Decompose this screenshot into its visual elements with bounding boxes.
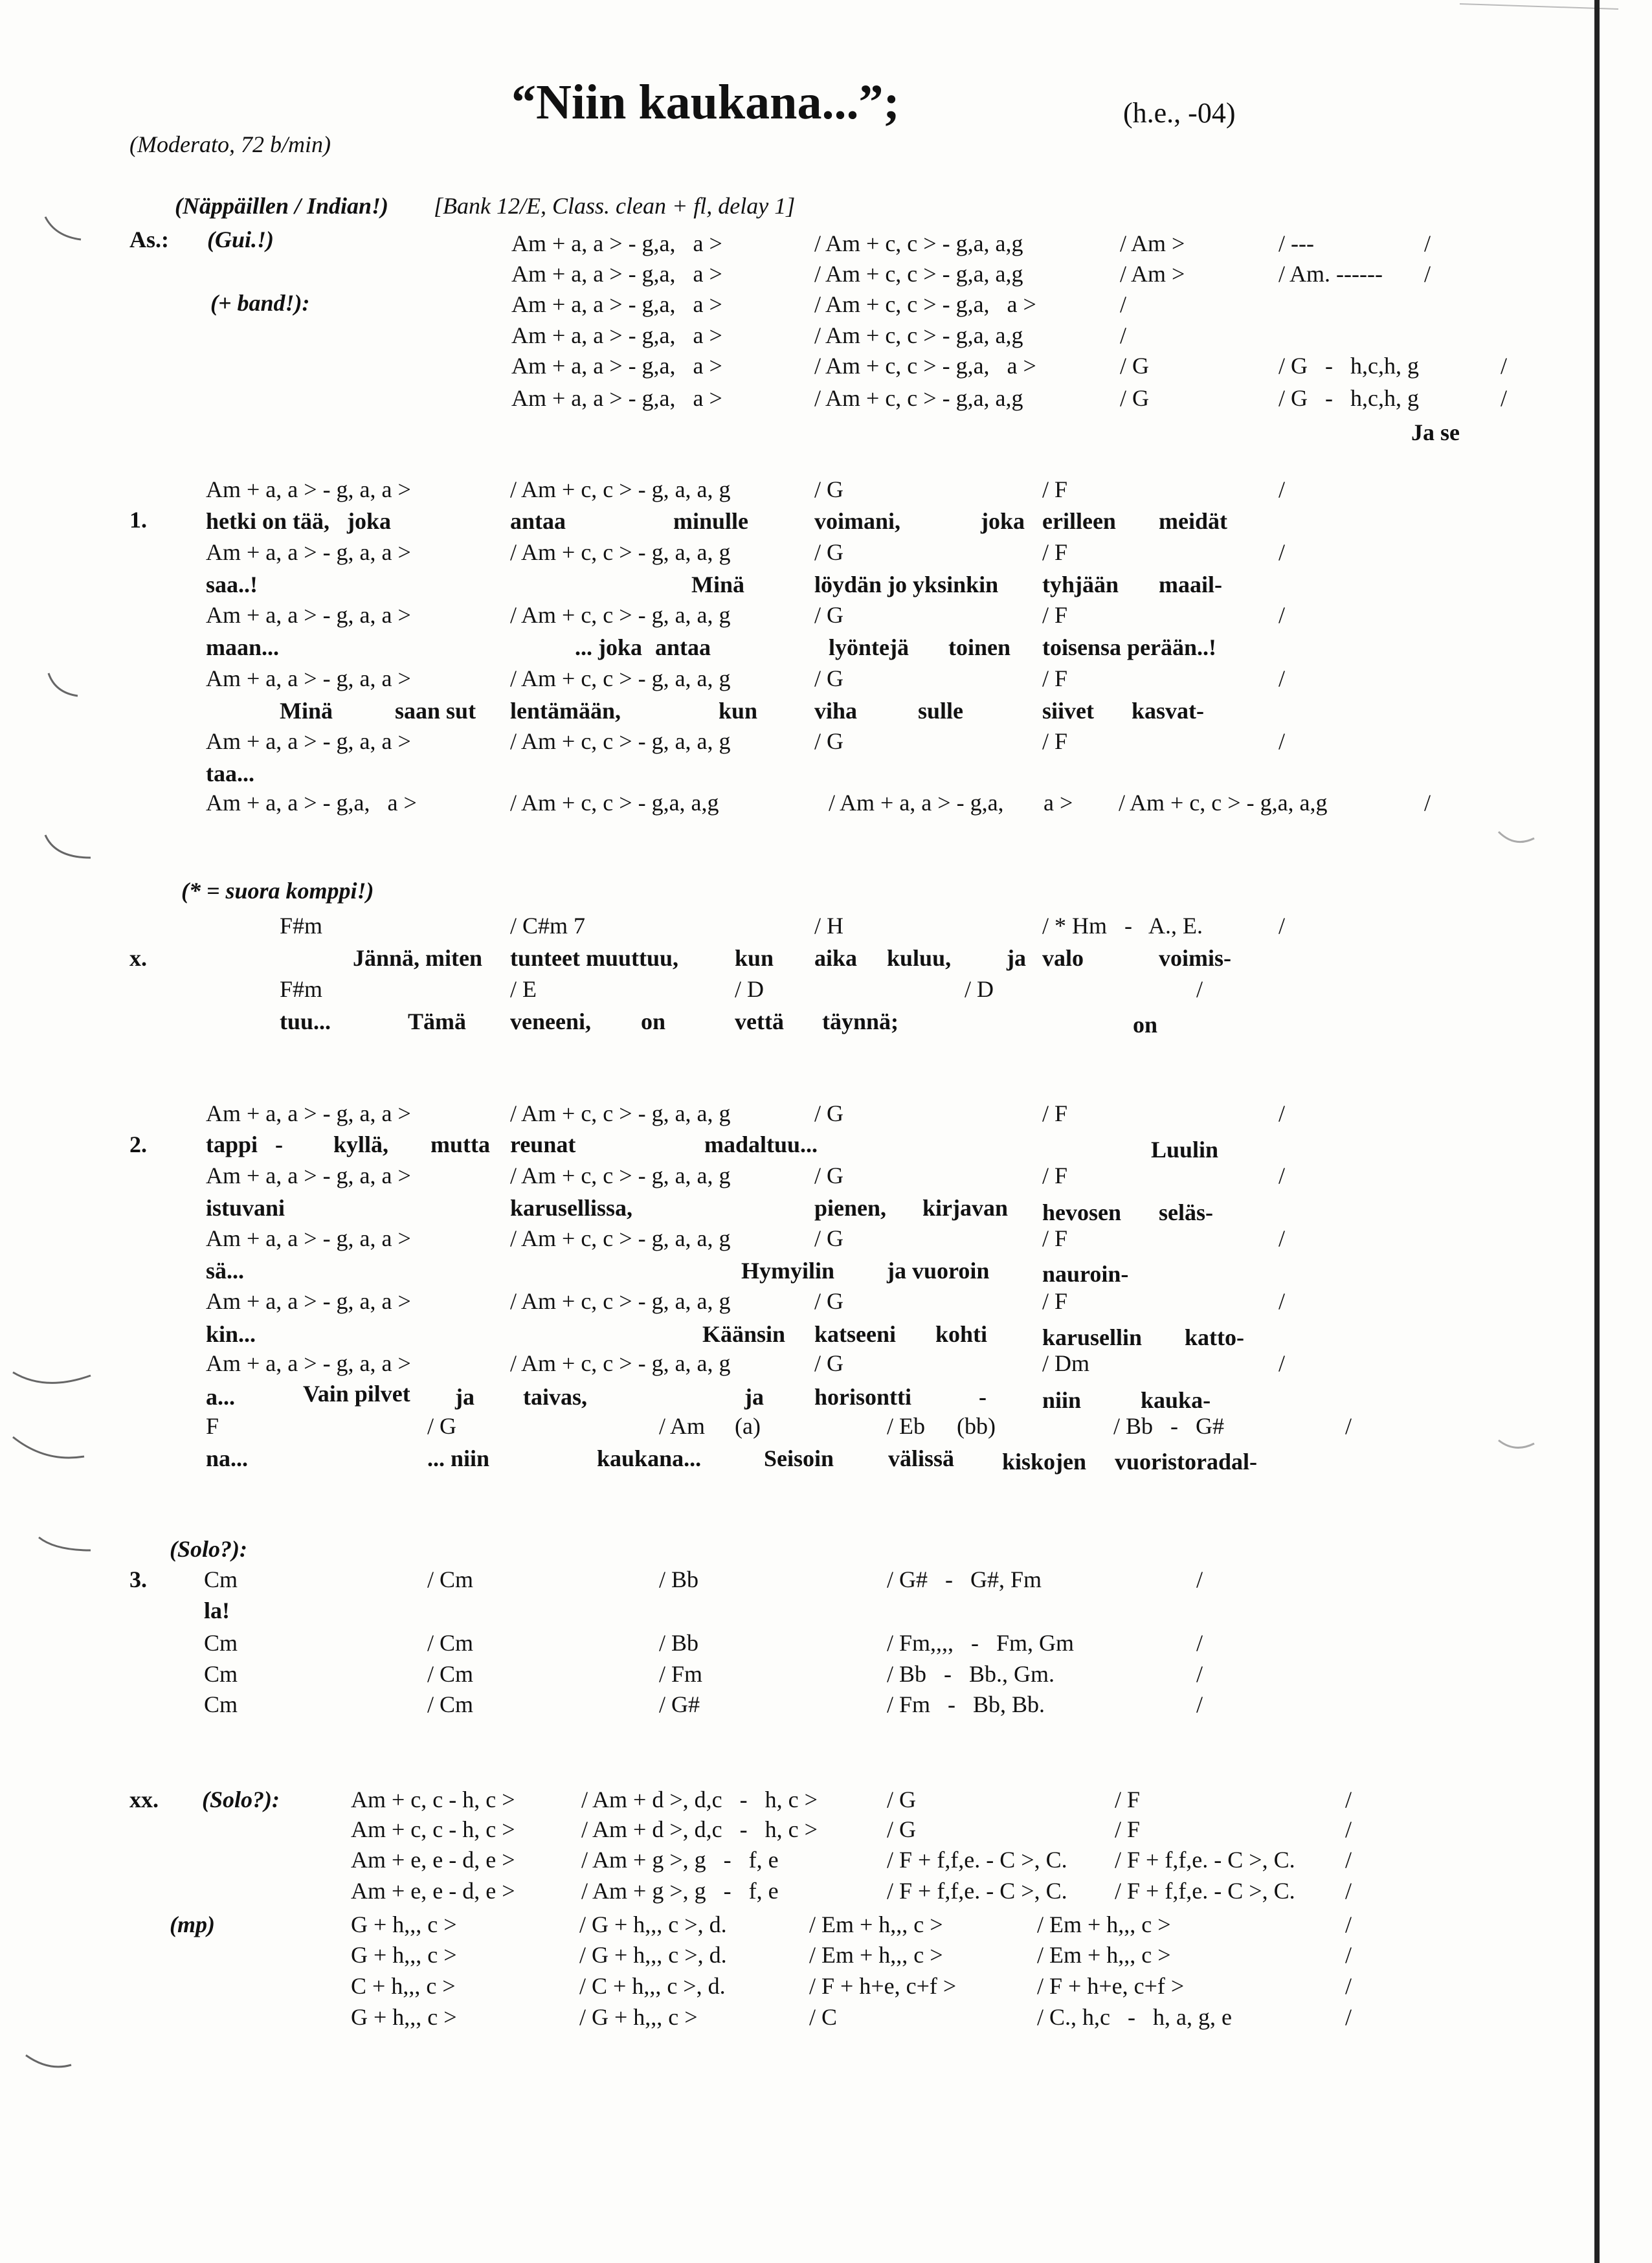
chord: / F + f,f,e. - C >, C. bbox=[887, 1878, 1067, 1904]
lyric: kauka- bbox=[1141, 1387, 1211, 1413]
chord: / Am + c, c > - g, a, a, g bbox=[510, 665, 731, 691]
chord: Am + a, a > - g, a, a > bbox=[206, 728, 411, 754]
lyric: vuoristoradal- bbox=[1115, 1449, 1257, 1475]
lyric: Minä bbox=[691, 572, 745, 597]
bar-line: / bbox=[1196, 1566, 1203, 1592]
chord: / D bbox=[735, 976, 764, 1002]
lyric: ja bbox=[1007, 945, 1026, 971]
chord: / E bbox=[510, 976, 537, 1002]
chord: G + h,,, c > bbox=[351, 2004, 457, 2030]
lyric: - bbox=[979, 1384, 987, 1410]
lyric: kyllä, bbox=[333, 1132, 389, 1157]
hole-shadow bbox=[45, 835, 91, 858]
chord: / Am + d >, d,c - h, c > bbox=[581, 1816, 818, 1842]
lyric: ... niin bbox=[427, 1445, 490, 1471]
hole-shadow bbox=[49, 673, 78, 696]
lyric: sä... bbox=[206, 1258, 245, 1284]
chord: / F bbox=[1042, 476, 1068, 502]
chord: / Dm bbox=[1042, 1350, 1090, 1376]
chord: / F bbox=[1042, 665, 1068, 691]
chord: / G bbox=[814, 1163, 843, 1188]
bar-line: / bbox=[1345, 1912, 1352, 1937]
intro-chord: / G bbox=[1120, 353, 1149, 379]
chord: / Am + c, c > - g, a, a, g bbox=[510, 1288, 731, 1314]
chord: / F bbox=[1042, 602, 1068, 628]
intro-chord: / Am > bbox=[1120, 230, 1185, 256]
lyric: minulle bbox=[673, 508, 749, 534]
lyric: tappi - bbox=[206, 1132, 284, 1157]
lyric: seläs- bbox=[1159, 1199, 1213, 1225]
bar-line: / bbox=[1278, 539, 1286, 565]
chord: / Am + c, c > - g, a, a, g bbox=[510, 602, 731, 628]
chord: / G bbox=[427, 1413, 456, 1439]
chord: / Cm bbox=[427, 1661, 474, 1687]
chord: Am + e, e - d, e > bbox=[351, 1878, 515, 1904]
chord: / G bbox=[814, 1225, 843, 1251]
komppi-note: (* = suora komppi!) bbox=[181, 878, 374, 904]
chord: / G + h,,, c >, d. bbox=[579, 1942, 727, 1968]
lyric: saan sut bbox=[395, 698, 476, 724]
bar-line: / bbox=[1120, 322, 1127, 348]
lyric: viha bbox=[814, 698, 858, 724]
lyric: kasvat- bbox=[1132, 698, 1205, 724]
chord: / Em + h,,, c > bbox=[1037, 1912, 1171, 1937]
chord: F#m bbox=[280, 913, 323, 939]
chord: / G bbox=[887, 1787, 916, 1812]
lyric: madaltuu... bbox=[704, 1132, 818, 1157]
lyric: niin bbox=[1042, 1387, 1082, 1413]
chord: / D bbox=[965, 976, 994, 1002]
intro-chord: / Am + c, c > - g,a, a,g bbox=[814, 322, 1023, 348]
lyric: kun bbox=[735, 945, 774, 971]
lyric: on bbox=[641, 1009, 666, 1034]
bar-line: / bbox=[1196, 1661, 1203, 1687]
bar-line: / bbox=[1278, 1100, 1286, 1126]
chord: / F bbox=[1042, 1100, 1068, 1126]
bar-line: / bbox=[1278, 1350, 1286, 1376]
chord: / F bbox=[1115, 1787, 1141, 1812]
chord: Cm bbox=[204, 1661, 238, 1687]
chord: / G# bbox=[659, 1691, 700, 1717]
chord: Cm bbox=[204, 1566, 238, 1592]
chord: / G bbox=[814, 728, 843, 754]
bar-line: / bbox=[1424, 261, 1431, 287]
intro-chord: / G - h,c,h, g bbox=[1278, 353, 1419, 379]
lyric: joka bbox=[981, 508, 1025, 534]
intro-label: As.: bbox=[129, 227, 169, 252]
lyric: sulle bbox=[918, 698, 964, 724]
tempo-marking: (Moderato, 72 b/min) bbox=[129, 131, 331, 157]
bar-line: / bbox=[1345, 1413, 1352, 1439]
intro-chord: / Am + c, c > - g,a, a,g bbox=[814, 230, 1023, 256]
lyric: kin... bbox=[206, 1321, 256, 1347]
lyric: ja vuoroin bbox=[887, 1258, 990, 1284]
patch-note: [Bank 12/E, Class. clean + fl, delay 1] bbox=[434, 193, 796, 219]
lyric: Minä bbox=[280, 698, 333, 724]
solo-note: (Solo?): bbox=[202, 1787, 280, 1812]
lyric: Käänsin bbox=[702, 1321, 786, 1347]
intro-chord: Am + a, a > - g,a, a > bbox=[511, 322, 722, 348]
lyric: lentämään, bbox=[510, 698, 621, 724]
bar-line: / bbox=[1345, 1787, 1352, 1812]
scan-mark bbox=[1499, 1440, 1534, 1447]
chord: / Fm - Bb, Bb. bbox=[887, 1691, 1045, 1717]
bar-line: / bbox=[1196, 1691, 1203, 1717]
chord: F bbox=[206, 1413, 219, 1439]
style-note: (Näppäillen / Indian!) bbox=[175, 193, 389, 219]
lyric: karusellissa, bbox=[510, 1195, 633, 1221]
lyric: karusellin bbox=[1042, 1324, 1143, 1350]
lyric: vettä bbox=[735, 1009, 784, 1034]
lyric: veneeni, bbox=[510, 1009, 591, 1034]
chord: / Am + g >, g - f, e bbox=[581, 1847, 779, 1873]
chord: / F bbox=[1042, 1225, 1068, 1251]
chord: / F + h+e, c+f > bbox=[809, 1973, 957, 1999]
intro-chord: / Am + c, c > - g,a, a,g bbox=[814, 261, 1023, 287]
chord: a > bbox=[1044, 790, 1073, 816]
lyric: maail- bbox=[1159, 572, 1222, 597]
chord: / F + h+e, c+f > bbox=[1037, 1973, 1185, 1999]
lyric: kun bbox=[719, 698, 758, 724]
lyric: toisensa perään..! bbox=[1042, 634, 1216, 660]
chord: / F + f,f,e. - C >, C. bbox=[1115, 1847, 1295, 1873]
intro-chord: / Am > bbox=[1120, 261, 1185, 287]
dynamic-marking: (mp) bbox=[170, 1912, 215, 1937]
lyric: mutta bbox=[430, 1132, 490, 1157]
lyric: kohti bbox=[935, 1321, 988, 1347]
chord: Am + a, a > - g, a, a > bbox=[206, 602, 411, 628]
chord: / Bb - G# bbox=[1113, 1413, 1224, 1439]
lyric: nauroin- bbox=[1042, 1261, 1129, 1287]
chord: G + h,,, c > bbox=[351, 1942, 457, 1968]
intro-chord: / G bbox=[1120, 385, 1149, 411]
intro-chord: Am + a, a > - g,a, a > bbox=[511, 353, 722, 379]
lyric: lyöntejä bbox=[829, 634, 909, 660]
bar-line: / bbox=[1278, 476, 1286, 502]
chord: / * Hm - A., E. bbox=[1042, 913, 1203, 939]
lyric: valo bbox=[1042, 945, 1084, 971]
bar-line: / bbox=[1278, 602, 1286, 628]
bar-line: / bbox=[1278, 665, 1286, 691]
intro-chord: / G - h,c,h, g bbox=[1278, 385, 1419, 411]
chord: Am + a, a > - g, a, a > bbox=[206, 1288, 411, 1314]
lyric: on bbox=[1133, 1012, 1158, 1038]
chord: / G bbox=[814, 539, 843, 565]
hole-shadow bbox=[45, 217, 81, 240]
chord: / Cm bbox=[427, 1566, 474, 1592]
chord: / Am + a, a > - g,a, bbox=[829, 790, 1004, 816]
chord: / Am + c, c > - g,a, a,g bbox=[510, 790, 719, 816]
lyric: tunteet muuttuu, bbox=[510, 945, 679, 971]
chord: / Am + c, c > - g, a, a, g bbox=[510, 728, 731, 754]
lyric: katto- bbox=[1185, 1324, 1244, 1350]
chord: / Em + h,,, c > bbox=[809, 1942, 943, 1968]
chord: G + h,,, c > bbox=[351, 1912, 457, 1937]
bar-line: / bbox=[1501, 353, 1508, 379]
chord: / C#m 7 bbox=[510, 913, 586, 939]
chord: / Am + c, c > - g, a, a, g bbox=[510, 1100, 731, 1126]
chord: / C bbox=[809, 2004, 838, 2030]
section-number: 3. bbox=[129, 1566, 147, 1592]
lyric: Tämä bbox=[408, 1009, 466, 1034]
intro-chord: / Am + c, c > - g,a, a > bbox=[814, 291, 1036, 317]
lyric: Hymyilin bbox=[741, 1258, 835, 1284]
lyric: antaa bbox=[510, 508, 566, 534]
chord: / F bbox=[1042, 539, 1068, 565]
chord: / Am + c, c > - g,a, a,g bbox=[1119, 790, 1328, 816]
chord: / Fm,,,, - Fm, Gm bbox=[887, 1630, 1075, 1656]
lyric: istuvani bbox=[206, 1195, 285, 1221]
lyric: katseeni bbox=[814, 1321, 896, 1347]
bar-line: / bbox=[1345, 2004, 1352, 2030]
chord: / G bbox=[814, 1100, 843, 1126]
intro-chord: Am + a, a > - g,a, a > bbox=[511, 385, 722, 411]
lyric: ja bbox=[744, 1384, 764, 1410]
bar-line: / bbox=[1424, 230, 1431, 256]
lyric: antaa bbox=[655, 634, 711, 660]
lyric: Luulin bbox=[1151, 1137, 1219, 1163]
lyric: ... joka bbox=[575, 634, 643, 660]
chord: Am + a, a > - g, a, a > bbox=[206, 1163, 411, 1188]
lyric: taivas, bbox=[523, 1384, 587, 1410]
chord: Am + a, a > - g, a, a > bbox=[206, 1100, 411, 1126]
bar-line: / bbox=[1345, 1847, 1352, 1873]
bar-line: / bbox=[1278, 728, 1286, 754]
section-number: 1. bbox=[129, 507, 147, 533]
lyric: ja bbox=[455, 1384, 474, 1410]
bar-line: / bbox=[1501, 385, 1508, 411]
lyric: kiskojen bbox=[1002, 1449, 1087, 1475]
chord: / G + h,,, c > bbox=[579, 2004, 698, 2030]
chord: Am + a, a > - g, a, a > bbox=[206, 539, 411, 565]
bar-line: / bbox=[1120, 291, 1127, 317]
solo-note: (Solo?): bbox=[170, 1536, 247, 1562]
chord: / Am + c, c > - g, a, a, g bbox=[510, 1163, 731, 1188]
lyric-pickup: Ja se bbox=[1411, 419, 1460, 445]
intro-chord: Am + a, a > - g,a, a > bbox=[511, 230, 722, 256]
bar-line: / bbox=[1278, 1225, 1286, 1251]
chord: Cm bbox=[204, 1691, 238, 1717]
chord: / G bbox=[814, 602, 843, 628]
lyric: erilleen bbox=[1042, 508, 1116, 534]
chord: / Em + h,,, c > bbox=[1037, 1942, 1171, 1968]
lyric: täynnä; bbox=[822, 1009, 899, 1034]
section-number: x. bbox=[129, 945, 147, 971]
chord: / G# - G#, Fm bbox=[887, 1566, 1042, 1592]
lyric: horisontti bbox=[814, 1384, 912, 1410]
hole-shadow bbox=[13, 1372, 91, 1383]
lyric: na... bbox=[206, 1445, 249, 1471]
scan-mark bbox=[1499, 832, 1534, 842]
chord: / Bb - Bb., Gm. bbox=[887, 1661, 1055, 1687]
hole-shadow bbox=[26, 2055, 71, 2067]
intro-chord: Am + a, a > - g,a, a > bbox=[511, 291, 722, 317]
chord: / Cm bbox=[427, 1691, 474, 1717]
chord: Cm bbox=[204, 1630, 238, 1656]
bar-line: / bbox=[1345, 1942, 1352, 1968]
intro-chord: / --- bbox=[1278, 230, 1314, 256]
chord: / G bbox=[887, 1816, 916, 1842]
chord: Am + a, a > - g, a, a > bbox=[206, 665, 411, 691]
lyric: saa..! bbox=[206, 572, 258, 597]
bar-line: / bbox=[1345, 1878, 1352, 1904]
chord: Am + c, c - h, c > bbox=[351, 1787, 515, 1812]
chord: Am + e, e - d, e > bbox=[351, 1847, 515, 1873]
intro-chord: Am + a, a > - g,a, a > bbox=[511, 261, 722, 287]
lyric: aika bbox=[814, 945, 858, 971]
chord: Am + a, a > - g, a, a > bbox=[206, 476, 411, 502]
bar-line: / bbox=[1345, 1973, 1352, 1999]
lyric: pienen, bbox=[814, 1195, 887, 1221]
lyric: a... bbox=[206, 1384, 235, 1410]
intro-guitar-note: (Gui.!) bbox=[207, 227, 274, 252]
lyric: hetki on tää, joka bbox=[206, 508, 392, 534]
chord: / F + f,f,e. - C >, C. bbox=[1115, 1878, 1295, 1904]
chord: / F bbox=[1115, 1816, 1141, 1842]
chord: / Am + c, c > - g, a, a, g bbox=[510, 1225, 731, 1251]
lyric: tyhjään bbox=[1042, 572, 1119, 597]
bar-line: / bbox=[1196, 976, 1203, 1002]
chord: / C + h,,, c >, d. bbox=[579, 1973, 726, 1999]
lyric: siivet bbox=[1042, 698, 1094, 724]
lyric: maan... bbox=[206, 634, 280, 660]
intro-chord: / Am. ------ bbox=[1278, 261, 1383, 287]
lyric: Jännä, miten bbox=[353, 945, 483, 971]
intro-chord: / Am + c, c > - g,a, a > bbox=[814, 353, 1036, 379]
lyric: löydän jo yksinkin bbox=[814, 572, 999, 597]
chord: / F bbox=[1042, 1288, 1068, 1314]
lyric: meidät bbox=[1159, 508, 1227, 534]
chord: F#m bbox=[280, 976, 323, 1002]
section-number: 2. bbox=[129, 1132, 147, 1157]
lyric: taa... bbox=[206, 761, 254, 786]
chord: / F + f,f,e. - C >, C. bbox=[887, 1847, 1067, 1873]
hole-shadow bbox=[13, 1437, 84, 1458]
chord: / Am + g >, g - f, e bbox=[581, 1878, 779, 1904]
chord: / C., h,c - h, a, g, e bbox=[1037, 2004, 1232, 2030]
chord: Am + a, a > - g,a, a > bbox=[206, 790, 417, 816]
chord: Am + c, c - h, c > bbox=[351, 1816, 515, 1842]
chord: / G bbox=[814, 476, 843, 502]
lyric: tuu... bbox=[280, 1009, 331, 1034]
chord: / Am + c, c > - g, a, a, g bbox=[510, 1350, 731, 1376]
chord: / Bb bbox=[659, 1566, 699, 1592]
chord: / Bb bbox=[659, 1630, 699, 1656]
bar-line: / bbox=[1345, 1816, 1352, 1842]
section-number: xx. bbox=[129, 1787, 159, 1812]
chord: / Cm bbox=[427, 1630, 474, 1656]
chord: / Am + c, c > - g, a, a, g bbox=[510, 539, 731, 565]
lyric: voimani, bbox=[814, 508, 901, 534]
chord: / F bbox=[1042, 1163, 1068, 1188]
author-year: (h.e., -04) bbox=[1123, 97, 1236, 129]
chord: (bb) bbox=[957, 1413, 996, 1439]
bar-line: / bbox=[1278, 1163, 1286, 1188]
lyric: reunat bbox=[510, 1132, 576, 1157]
chord: / Am + d >, d,c - h, c > bbox=[581, 1787, 818, 1812]
lyric: la! bbox=[204, 1598, 230, 1623]
lyric: Seisoin bbox=[764, 1445, 834, 1471]
chord: / Am + c, c > - g, a, a, g bbox=[510, 476, 731, 502]
chord: / Em + h,,, c > bbox=[809, 1912, 943, 1937]
chord: / H bbox=[814, 913, 843, 939]
chord: / G bbox=[814, 665, 843, 691]
chord: / G + h,,, c >, d. bbox=[579, 1912, 727, 1937]
lyric: kuluu, bbox=[887, 945, 952, 971]
chord: (a) bbox=[735, 1413, 761, 1439]
lyric: Vain pilvet bbox=[303, 1381, 410, 1407]
chord: / Am bbox=[659, 1413, 706, 1439]
chord: / F bbox=[1042, 728, 1068, 754]
lyric: toinen bbox=[948, 634, 1011, 660]
chord: Am + a, a > - g, a, a > bbox=[206, 1225, 411, 1251]
bar-line: / bbox=[1278, 913, 1286, 939]
bar-line: / bbox=[1196, 1630, 1203, 1656]
chord: / G bbox=[814, 1288, 843, 1314]
chord: Am + a, a > - g, a, a > bbox=[206, 1350, 411, 1376]
lyric: kirjavan bbox=[922, 1195, 1009, 1221]
scan-edge bbox=[1594, 0, 1600, 2263]
bar-line: / bbox=[1424, 790, 1431, 816]
chord: / G bbox=[814, 1350, 843, 1376]
bar-line: / bbox=[1278, 1288, 1286, 1314]
chord: / Eb bbox=[887, 1413, 925, 1439]
lyric: välissä bbox=[888, 1445, 955, 1471]
page-title: “Niin kaukana...”; bbox=[511, 75, 900, 129]
lyric: hevosen bbox=[1042, 1199, 1122, 1225]
chord: C + h,,, c > bbox=[351, 1973, 456, 1999]
hole-shadow bbox=[39, 1537, 91, 1550]
intro-chord: / Am + c, c > - g,a, a,g bbox=[814, 385, 1023, 411]
intro-band-note: (+ band!): bbox=[210, 290, 310, 316]
lyric: kaukana... bbox=[597, 1445, 702, 1471]
lyric: voimis- bbox=[1159, 945, 1231, 971]
chord: / Fm bbox=[659, 1661, 703, 1687]
